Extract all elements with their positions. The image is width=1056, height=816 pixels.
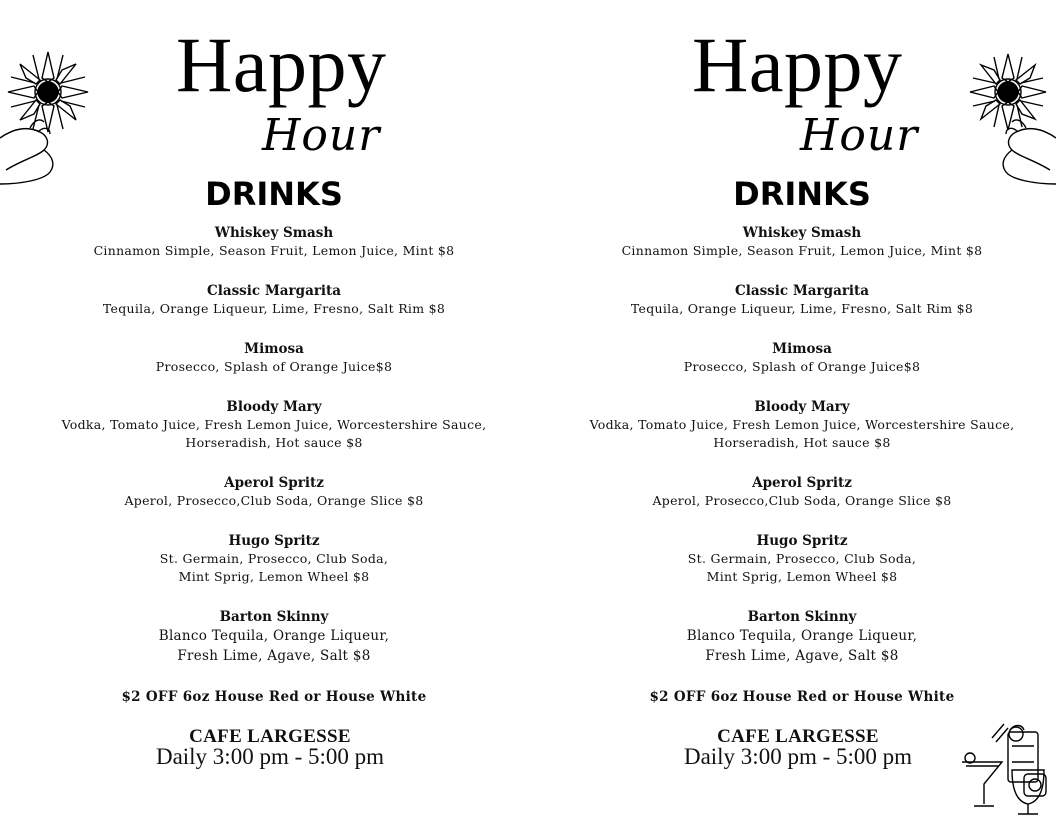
drink-description: Fresh Lime, Agave, Salt $8 — [705, 648, 899, 664]
drink-name: Hugo Spritz — [756, 533, 848, 549]
list-item — [538, 398, 1056, 474]
list-item — [538, 224, 1056, 282]
drink-description: Cinnamon Simple, Season Fruit, Lemon Juice, Mint $8 — [621, 243, 983, 258]
list-item — [10, 608, 538, 688]
drink-description: Mint Sprig, Lemon Wheel $8 — [178, 569, 370, 584]
wine-promo: $2 OFF 6oz House Red or House White — [121, 689, 427, 705]
drink-description: Fresh Lime, Agave, Salt $8 — [177, 648, 371, 664]
drink-description: Prosecco, Splash of Orange Juice$8 — [155, 359, 393, 374]
sunflower-hand-icon — [958, 50, 1056, 190]
drink-name: Barton Skinny — [219, 609, 329, 625]
drink-description: Prosecco, Splash of Orange Juice$8 — [683, 359, 921, 374]
list-item — [538, 282, 1056, 340]
menu-panel-right — [528, 0, 1056, 816]
drink-description: St. Germain, Prosecco, Club Soda, — [159, 551, 389, 566]
happy-hour-times: Daily 3:00 pm - 5:00 pm — [683, 744, 913, 769]
wine-promo: $2 OFF 6oz House Red or House White — [649, 689, 955, 705]
list-item — [10, 282, 538, 340]
drink-name: Bloody Mary — [754, 399, 850, 415]
list-item — [538, 340, 1056, 398]
drink-name: Aperol Spritz — [224, 475, 324, 491]
list-item — [10, 532, 538, 608]
drink-name: Classic Margarita — [206, 283, 342, 299]
drink-name: Classic Margarita — [734, 283, 870, 299]
drink-description: Tequila, Orange Liqueur, Lime, Fresno, Salt Rim $8 — [102, 301, 446, 316]
drink-name: Barton Skinny — [747, 609, 857, 625]
drink-description: Mint Sprig, Lemon Wheel $8 — [706, 569, 898, 584]
list-item — [10, 474, 538, 532]
cocktail-glasses-icon — [956, 722, 1054, 816]
drink-name: Mimosa — [772, 341, 832, 357]
cafe-name: CAFE LARGESSE — [717, 726, 879, 747]
drink-description: Cinnamon Simple, Season Fruit, Lemon Juice, Mint $8 — [93, 243, 455, 258]
drink-description: Vodka, Tomato Juice, Fresh Lemon Juice, Worcestershire Sauce, — [61, 417, 487, 432]
drink-description: Aperol, Prosecco,Club Soda, Orange Slice $8 — [652, 493, 952, 508]
happy-hour-times: Daily 3:00 pm - 5:00 pm — [155, 744, 385, 769]
drink-description: Horseradish, Hot sauce $8 — [185, 435, 363, 450]
drink-description: Horseradish, Hot sauce $8 — [713, 435, 891, 450]
title-drinks: DRINKS — [205, 175, 343, 213]
list-item — [10, 340, 538, 398]
sunflower-hand-icon — [0, 46, 96, 186]
cafe-name: CAFE LARGESSE — [189, 726, 351, 747]
drink-name: Whiskey Smash — [214, 225, 334, 241]
drink-description: Blanco Tequila, Orange Liqueur, — [158, 628, 390, 644]
drink-name: Hugo Spritz — [228, 533, 320, 549]
drink-description: Tequila, Orange Liqueur, Lime, Fresno, Salt Rim $8 — [630, 301, 974, 316]
drink-name: Bloody Mary — [226, 399, 322, 415]
list-item — [538, 532, 1056, 608]
title-hour: Hour — [800, 110, 919, 161]
title-hour: Hour — [262, 110, 381, 161]
drink-description: Blanco Tequila, Orange Liqueur, — [686, 628, 918, 644]
title-drinks: DRINKS — [733, 175, 871, 213]
drink-name: Whiskey Smash — [742, 225, 862, 241]
drinks-list — [538, 224, 1056, 706]
drink-name: Mimosa — [244, 341, 304, 357]
drink-name: Aperol Spritz — [752, 475, 852, 491]
list-item — [538, 608, 1056, 688]
list-item — [10, 398, 538, 474]
drink-description: Vodka, Tomato Juice, Fresh Lemon Juice, Worcestershire Sauce, — [589, 417, 1015, 432]
drink-description: Aperol, Prosecco,Club Soda, Orange Slice $8 — [124, 493, 424, 508]
list-item — [10, 224, 538, 282]
drink-description: St. Germain, Prosecco, Club Soda, — [687, 551, 917, 566]
list-item — [538, 474, 1056, 532]
drinks-list — [10, 224, 538, 706]
title-happy: Happy — [692, 21, 903, 108]
title-happy: Happy — [176, 21, 387, 108]
